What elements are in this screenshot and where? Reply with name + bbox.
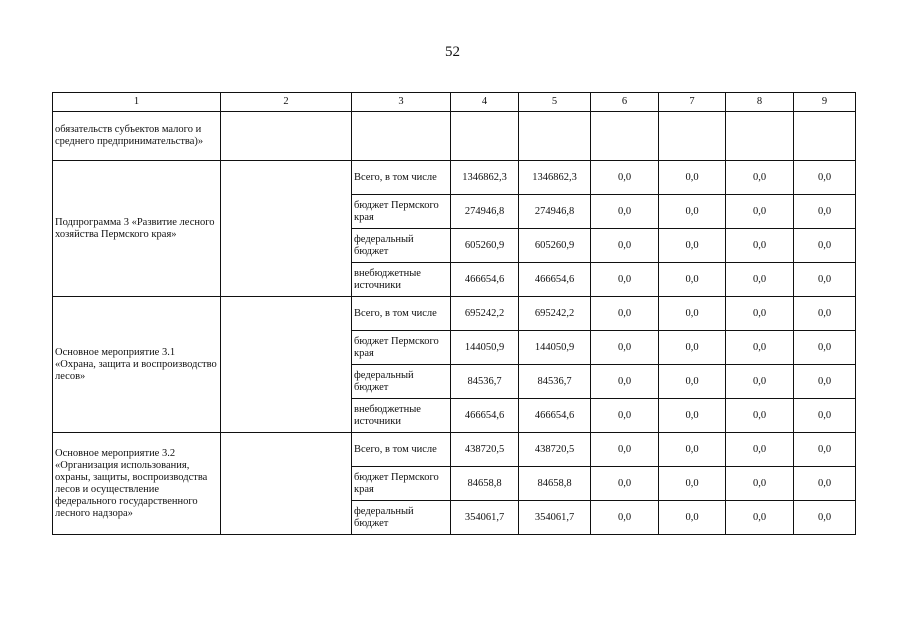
amount-cell: 0,0 — [794, 161, 856, 195]
amount-cell: 0,0 — [794, 365, 856, 399]
column-header: 3 — [352, 93, 451, 112]
continuation-text: обязательств субъектов малого и среднего предпринимательства)» — [53, 112, 221, 161]
executor-cell — [221, 433, 352, 535]
funding-source-cell: внебюджетные источники — [352, 399, 451, 433]
page-number: 52 — [445, 44, 460, 60]
amount-cell: 0,0 — [591, 365, 659, 399]
empty-cell — [221, 112, 352, 161]
amount-cell: 0,0 — [659, 161, 726, 195]
amount-cell: 0,0 — [659, 433, 726, 467]
amount-cell: 274946,8 — [519, 195, 591, 229]
amount-cell: 0,0 — [794, 195, 856, 229]
amount-cell: 0,0 — [659, 501, 726, 535]
amount-cell: 0,0 — [591, 331, 659, 365]
amount-cell: 0,0 — [591, 161, 659, 195]
funding-source-cell: бюджет Пермского края — [352, 331, 451, 365]
program-name-cell: Основное мероприятие 3.1 «Охрана, защита и воспроизводство лесов» — [53, 297, 221, 433]
amount-cell: 0,0 — [659, 331, 726, 365]
amount-cell: 0,0 — [794, 263, 856, 297]
amount-cell: 84536,7 — [451, 365, 519, 399]
amount-cell: 0,0 — [726, 365, 794, 399]
funding-source-cell: федеральный бюджет — [352, 229, 451, 263]
empty-cell — [659, 112, 726, 161]
amount-cell: 0,0 — [591, 433, 659, 467]
table-row — [53, 297, 856, 331]
amount-cell: 0,0 — [659, 297, 726, 331]
amount-cell: 1346862,3 — [451, 161, 519, 195]
funding-source-cell: Всего, в том числе — [352, 297, 451, 331]
amount-cell: 0,0 — [726, 501, 794, 535]
amount-cell: 466654,6 — [519, 399, 591, 433]
amount-cell: 0,0 — [794, 229, 856, 263]
amount-cell: 1346862,3 — [519, 161, 591, 195]
amount-cell: 0,0 — [659, 229, 726, 263]
amount-cell: 605260,9 — [451, 229, 519, 263]
amount-cell: 466654,6 — [519, 263, 591, 297]
amount-cell: 0,0 — [591, 195, 659, 229]
empty-cell — [726, 112, 794, 161]
column-header: 8 — [726, 93, 794, 112]
amount-cell: 695242,2 — [451, 297, 519, 331]
amount-cell: 0,0 — [659, 195, 726, 229]
amount-cell: 0,0 — [659, 399, 726, 433]
funding-source-cell: федеральный бюджет — [352, 365, 451, 399]
amount-cell: 0,0 — [726, 467, 794, 501]
amount-cell: 144050,9 — [451, 331, 519, 365]
funding-source-cell: федеральный бюджет — [352, 501, 451, 535]
amount-cell: 0,0 — [591, 399, 659, 433]
amount-cell: 0,0 — [726, 229, 794, 263]
funding-source-cell: Всего, в том числе — [352, 433, 451, 467]
amount-cell: 0,0 — [591, 263, 659, 297]
empty-cell — [794, 112, 856, 161]
empty-cell — [352, 112, 451, 161]
amount-cell: 0,0 — [659, 263, 726, 297]
amount-cell: 0,0 — [591, 467, 659, 501]
amount-cell: 466654,6 — [451, 263, 519, 297]
amount-cell: 438720,5 — [451, 433, 519, 467]
amount-cell: 605260,9 — [519, 229, 591, 263]
empty-cell — [451, 112, 519, 161]
column-header: 5 — [519, 93, 591, 112]
funding-source-cell: Всего, в том числе — [352, 161, 451, 195]
amount-cell: 0,0 — [591, 297, 659, 331]
amount-cell: 0,0 — [794, 399, 856, 433]
amount-cell: 0,0 — [659, 467, 726, 501]
table-row — [53, 433, 856, 467]
amount-cell: 354061,7 — [519, 501, 591, 535]
amount-cell: 354061,7 — [451, 501, 519, 535]
budget-table — [52, 92, 856, 535]
amount-cell: 274946,8 — [451, 195, 519, 229]
amount-cell: 0,0 — [794, 467, 856, 501]
amount-cell: 84658,8 — [519, 467, 591, 501]
continuation-row — [53, 112, 856, 161]
amount-cell: 144050,9 — [519, 331, 591, 365]
empty-cell — [519, 112, 591, 161]
amount-cell: 695242,2 — [519, 297, 591, 331]
executor-cell — [221, 161, 352, 297]
amount-cell: 0,0 — [794, 433, 856, 467]
amount-cell: 0,0 — [726, 433, 794, 467]
column-header: 1 — [53, 93, 221, 112]
funding-source-cell: внебюджетные источники — [352, 263, 451, 297]
amount-cell: 466654,6 — [451, 399, 519, 433]
amount-cell: 438720,5 — [519, 433, 591, 467]
amount-cell: 0,0 — [659, 365, 726, 399]
amount-cell: 0,0 — [726, 297, 794, 331]
amount-cell: 0,0 — [726, 331, 794, 365]
table-row — [53, 161, 856, 195]
empty-cell — [591, 112, 659, 161]
amount-cell: 0,0 — [726, 195, 794, 229]
amount-cell: 0,0 — [726, 399, 794, 433]
funding-source-cell: бюджет Пермского края — [352, 467, 451, 501]
amount-cell: 0,0 — [794, 331, 856, 365]
amount-cell: 0,0 — [794, 501, 856, 535]
column-header: 9 — [794, 93, 856, 112]
header-row — [53, 93, 856, 112]
amount-cell: 0,0 — [591, 501, 659, 535]
amount-cell: 0,0 — [591, 229, 659, 263]
executor-cell — [221, 297, 352, 433]
column-header: 4 — [451, 93, 519, 112]
amount-cell: 0,0 — [726, 263, 794, 297]
column-header: 7 — [659, 93, 726, 112]
amount-cell: 0,0 — [794, 297, 856, 331]
program-name-cell: Основное мероприятие 3.2 «Организация использования, охраны, защиты, воспроизводства лесов и осуществление федерального государственного лесного надзора» — [53, 433, 221, 535]
amount-cell: 84536,7 — [519, 365, 591, 399]
funding-source-cell: бюджет Пермского края — [352, 195, 451, 229]
column-header: 6 — [591, 93, 659, 112]
program-name-cell: Подпрограмма 3 «Развитие лесного хозяйства Пермского края» — [53, 161, 221, 297]
amount-cell: 0,0 — [726, 161, 794, 195]
amount-cell: 84658,8 — [451, 467, 519, 501]
column-header: 2 — [221, 93, 352, 112]
